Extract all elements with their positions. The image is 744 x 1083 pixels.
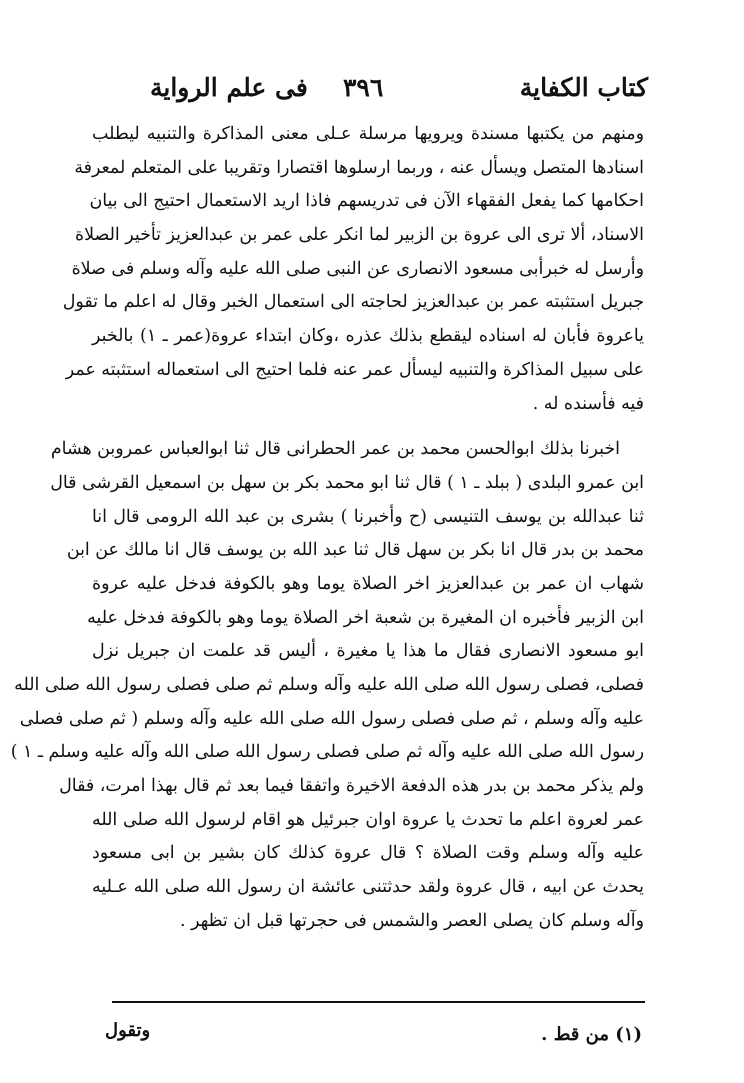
text-line: ابن عمرو البلدى ( ببلد ـ ١ ) قال ثنا ابو محمد بكر بن سهل بن اسمعيل القرشى قال [50,472,644,493]
text-line: وآله وسلم كان يصلى العصر والشمس فى حجرتها قبل ان تظهر . [179,910,644,931]
paragraph-gap [92,421,644,433]
running-header-section-title: فى علم الرواية [150,73,308,102]
text-line: جبريل استثبته عمر بن عبدالعزيز لحاجته الى استعمال الخبر وقال له اعلم ما تقول [62,292,644,313]
text-line: احكامها كما يفعل الفقهاء الآن فى تدريسهم فاذا اريد الاستعمال احتيج الى بيان [89,191,644,212]
body-text [10,118,644,939]
text-line: وأرسل له خبرأبى مسعود الانصارى عن النبى صلى الله عليه وآله وسلم فى صلاة [71,258,644,279]
text-line: الاسناد، ألا ترى الى عروة بن الزبير لما انكر على عمر بن عبدالعزيز تأخير الصلاة [75,225,644,246]
text-line: ياعروة فأبان له اسناده ليقطع بذلك عذره ،وكان ابتداء عروة(عمر ـ ١) بالخبر [92,326,644,347]
text-line: ومنهم من يكتبها مسندة ويرويها مرسلة عـلى معنى المذاكرة والتنبيه ليطلب [92,124,644,144]
text-line: اخبرنا بذلك ابوالحسن محمد بن عمر الحطرانى قال ثنا ابوالعباس عمروبن هشام [50,439,620,460]
text-line: ثنا عبدالله بن يوسف التنيسى (ح وأخبرنا ) بشرى بن عبد الله الرومى قال انا [92,506,644,527]
text-line: ولم يذكر محمد بن بدر هذه الدفعة الاخيرة واتفقا فيما بعد ثم قال بهذا امرت، فقال [59,776,644,797]
catchword: وتقول [105,1020,151,1041]
text-line: عمر لعروة اعلم ما تحدث يا عروة اوان جبرئيل هو اقام لرسول الله صلى الله [92,809,644,830]
page-number: ٣٩٦ [343,73,384,102]
footnote-separator-rule [112,1001,645,1003]
text-line: فيه فأسنده له . [532,393,644,414]
text-line: فصلى، فصلى رسول الله صلى الله عليه وآله وسلم ثم صلى فصلى رسول الله صلى الله [14,675,644,695]
text-line: رسول الله صلى الله عليه وآله ثم صلى فصلى رسول الله صلى الله وآله عليه وسلم ـ ١ ) [10,742,644,763]
text-line: يحدث عن ابيه ، قال عروة ولقد حدثتنى عائشة ان رسول الله صلى الله عـليه [92,877,644,898]
text-line: محمد بن بدر قال انا بكر بن سهل قال ثنا عبد الله بن يوسف قال انا مالك عن ابن [66,540,644,561]
text-line: ابو مسعود الانصارى فقال ما هذا يا مغيرة ، أليس قد علمت ان جبريل نزل [92,641,644,662]
paragraph-1 [62,118,644,421]
text-line: على سبيل المذاكرة والتنبيه ليسأل عمر عنه فلما احتيج الى استعماله استثبته عمر [65,359,644,380]
text-line: شهاب ان عمر بن عبدالعزيز اخر الصلاة يوما وهو بالكوفة فدخل عليه عروة [92,573,644,594]
footnote: (١) من قط . [541,1024,642,1045]
text-line: عليه وآله وسلم وقت الصلاة ؟ قال عروة كذلك كان بشير بن ابى مسعود [92,843,644,864]
text-line: عليه وآله وسلم ، ثم صلى فصلى رسول الله صلى الله عليه وآله وسلم ( ثم صلى فصلى [19,708,644,729]
paragraph-2 [10,433,644,938]
running-header-book-title: كتاب الكفاية [519,73,648,102]
text-line: ابن الزبير فأخبره ان المغيرة بن شعبة اخر الصلاة يوما وهو بالكوفة فدخل عليه [87,607,644,628]
text-line: اسنادها المتصل ويسأل عنه ، وربما ارسلوها اقتصارا وتقريبا على المتعلم لمعرفة [74,157,644,178]
